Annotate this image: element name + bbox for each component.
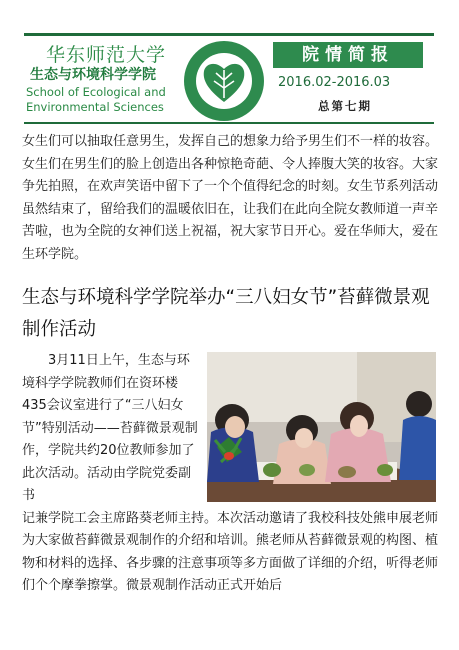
- issue-number: 总第七期: [318, 99, 372, 113]
- school-name-en-line2: Environmental Sciences: [26, 100, 164, 114]
- school-emblem-logo: [183, 40, 265, 122]
- header-top-rule: [24, 33, 434, 36]
- article2-title: 生态与环境科学学院举办“三八妇女节”苔藓微景观制作活动: [22, 287, 430, 340]
- article2-body: [22, 350, 440, 598]
- date-range: 2016.02-2016.03: [278, 75, 391, 90]
- header-bottom-rule: [24, 122, 434, 124]
- article2-paragraph-part1: 3月11日上午，生态与环境科学学院教师们在资环楼435会议室进行了“三八妇女节”特别活动——苔藓微景观制作，学院共约20位教师参加了此次活动。活动由学院党委副书: [22, 353, 198, 503]
- school-name-cn: 生态与环境科学学院: [30, 67, 156, 83]
- school-name-en-line1: School of Ecological and: [26, 85, 166, 99]
- article1-paragraph: 女生们可以抽取任意男生，发挥自己的想象力给予男生们不一样的妆容。女生们在男生们的脸上创造出各种惊艳奇葩、令人捧腹大笑的妆容。大家争先拍照，在欢声笑语中留下了一个个值得纪念的时刻。女生节系列活动虽然结束了，留给我们的温暖依旧在，让我们在此向全院女教师道一声辛苦啦，也为全院的女神们送上祝福，祝大家节日开心。爱在华师大，爱在生环学院。: [22, 134, 439, 262]
- article2-paragraph-part2: 记兼学院工会主席路葵老师主持。本次活动邀请了我校科技处熊申展老师为大家做苔藓微景观制作的介绍和培训。熊老师从苔藓微景观的构图、植物和材料的选择、各步骤的注意事项等多方面做了详细的介绍，听得老师们个个摩拳擦掌。微景观制作活动正式开始后: [22, 510, 439, 593]
- newsletter-header: [0, 0, 459, 124]
- university-name: 华东师范大学: [46, 44, 167, 66]
- newsletter-title: 院情简报: [273, 42, 423, 68]
